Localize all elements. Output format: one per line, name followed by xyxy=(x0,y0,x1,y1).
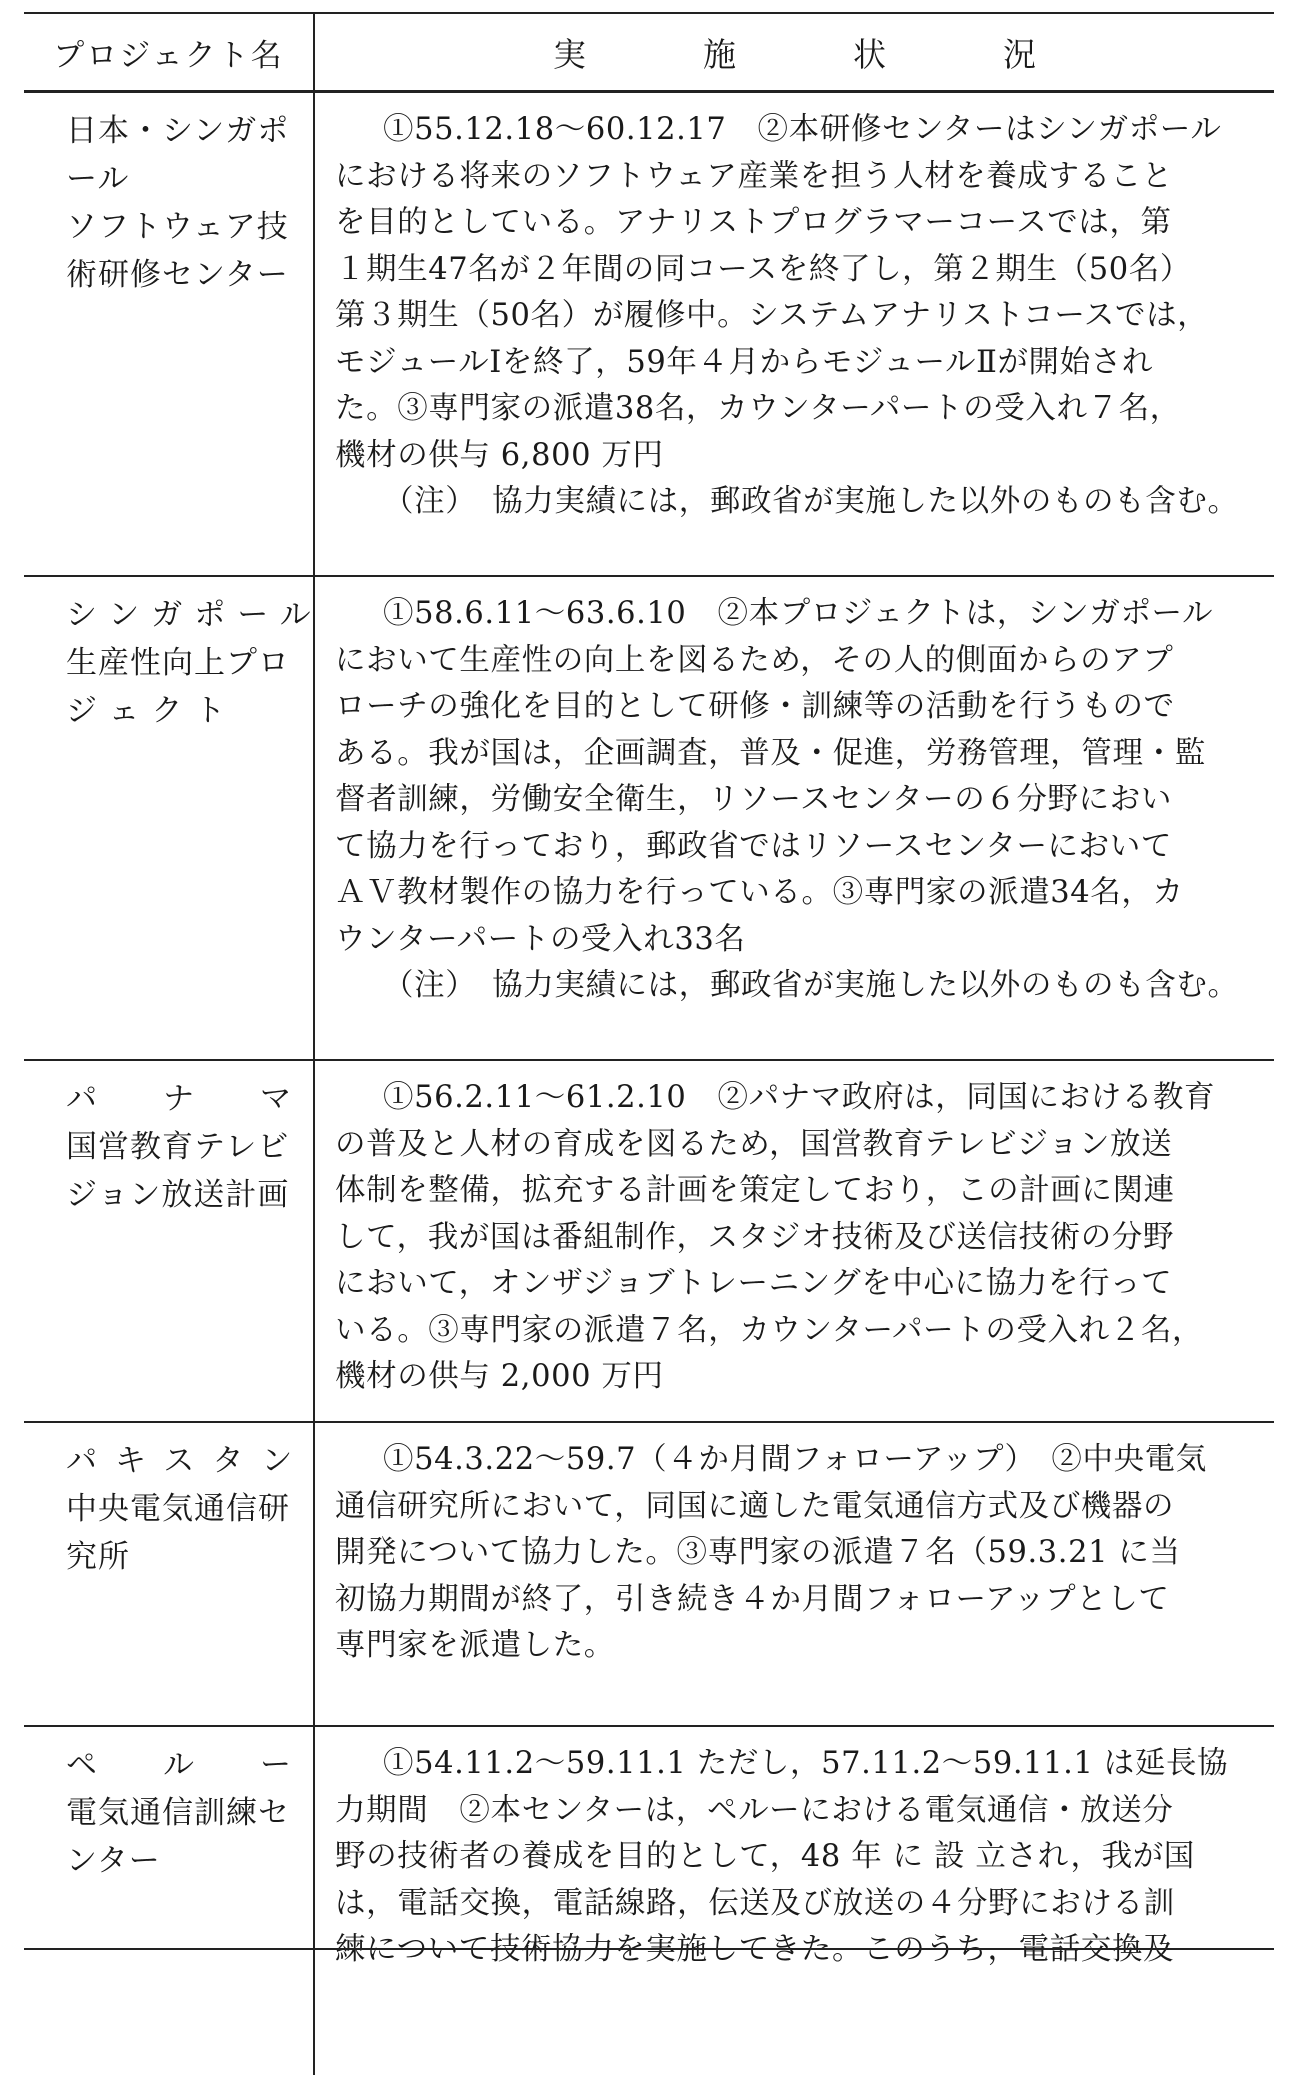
description-line: における将来のソフトウェア産業を担う人材を養成すること xyxy=(335,158,1173,194)
project-name-line: ンター xyxy=(66,1843,161,1879)
description-line: 体制を整備，拡充する計画を策定しており，この計画に関連 xyxy=(335,1173,1175,1208)
description-line: 練について技術協力を実施してきた。このうち，電話交換及 xyxy=(335,1932,1175,1967)
project-name-line: ソフトウェア技 xyxy=(66,209,289,245)
description-line: ウンターパートの受入れ33名 xyxy=(335,921,746,957)
project-name-line: 中央電気通信研 xyxy=(66,1491,290,1527)
project-name-line: 究所 xyxy=(66,1539,130,1575)
column-header-status-char: 実 xyxy=(553,34,586,74)
column-header-status-char: 状 xyxy=(853,34,886,74)
project-name-line: 生産性向上プロ xyxy=(66,645,290,681)
table-header-row xyxy=(24,13,1274,92)
table-bottom-rule xyxy=(24,1948,1274,1950)
description-line: 開発について協力した。③専門家の派遣７名（59.3.21 に当 xyxy=(335,1535,1181,1570)
description-line: 機材の供与 2,000 万円 xyxy=(335,1359,664,1394)
description-line: 督者訓練，労働安全衛生，リソースセンターの６分野におい xyxy=(335,782,1172,817)
project-name-cell xyxy=(24,1060,357,1422)
project-name-line: パナマ xyxy=(66,1081,357,1117)
description-line: た。③専門家の派遣38名，カウンターパートの受入れ７名， xyxy=(335,391,1181,426)
table-row xyxy=(24,1060,1274,1422)
description-line: において生産性の向上を図るため，その人的側面からのアプ xyxy=(335,642,1174,678)
project-name-line: 電気通信訓練セ xyxy=(66,1795,290,1831)
project-table xyxy=(24,12,1274,2075)
project-name-line: パキスタン xyxy=(66,1443,311,1479)
description-line: モジュールⅠを終了，59年４月からモジュールⅡが開始され xyxy=(335,344,1153,380)
description-line: 野の技術者の養成を目的として，48 年 に 設 立され，我が国 xyxy=(335,1839,1195,1874)
description-line: 機材の供与 6,800 万円 xyxy=(335,437,664,473)
table-row xyxy=(24,92,1274,577)
description-line: 力期間 ②本センターは，ペルーにおける電気通信・放送分 xyxy=(335,1792,1174,1828)
description-line: において，オンザジョブトレーニングを中心に協力を行って xyxy=(335,1266,1173,1301)
description-line: 専門家を派遣した。 xyxy=(335,1628,615,1663)
description-line: ①55.12.18〜60.12.17 ②本研修センターはシンガポール xyxy=(383,112,1222,147)
description-line: ①54.3.22〜59.7（４か月間フォローアップ） ②中央電気 xyxy=(383,1442,1207,1477)
description-line: いる。③専門家の派遣７名，カウンターパートの受入れ２名， xyxy=(335,1312,1204,1348)
note-line: （注） 協力実績には，郵政省が実施した以外のものも含む。 xyxy=(383,484,1239,519)
status-description-cell xyxy=(314,1060,1274,1422)
project-name-line: ペルー xyxy=(66,1747,357,1783)
column-header-status-char: 施 xyxy=(703,34,736,74)
status-description-cell xyxy=(314,1422,1274,1726)
project-name-line: シンガポール xyxy=(66,597,323,633)
description-line: 第３期生（50名）が履修中。システムアナリストコースでは， xyxy=(335,298,1209,333)
description-line: ローチの強化を目的として研修・訓練等の活動を行うもので xyxy=(335,689,1175,724)
project-name-line: ジョン放送計画 xyxy=(66,1177,290,1213)
project-name-line: 日本・シンガポ xyxy=(66,113,290,149)
status-description-cell xyxy=(314,1726,1274,2075)
status-description-cell xyxy=(314,576,1274,1060)
description-line: して，我が国は番組制作，スタジオ技術及び送信技術の分野 xyxy=(335,1219,1175,1255)
project-name-line: ジェクト xyxy=(66,693,238,729)
description-line: ①58.6.11〜63.6.10 ②本プロジェクトは，シンガポール xyxy=(383,596,1214,631)
table-row xyxy=(24,1726,1274,2075)
description-line: ①54.11.2〜59.11.1 ただし，57.11.2〜59.11.1 は延長協 xyxy=(383,1746,1229,1781)
note-line: （注） 協力実績には，郵政省が実施した以外のものも含む。 xyxy=(383,968,1239,1003)
column-header-status xyxy=(314,13,1274,92)
project-name-line: ール xyxy=(66,161,130,197)
project-name-cell xyxy=(24,92,314,577)
description-line: １期生47名が２年間の同コースを終了し，第２期生（50名） xyxy=(335,251,1191,287)
project-name-cell xyxy=(24,1726,357,2075)
description-line: 初協力期間が終了，引き続き４か月間フォローアップとして xyxy=(335,1581,1170,1617)
project-name-line: 国営教育テレビ xyxy=(66,1129,290,1165)
description-line: の普及と人材の育成を図るため，国営教育テレビジョン放送 xyxy=(335,1126,1173,1162)
description-line: ＡＶ教材製作の協力を行っている。③専門家の派遣34名，カ xyxy=(335,875,1184,910)
column-header-project-name: プロジェクト名 xyxy=(24,13,314,92)
description-line: を目的としている。アナリストプログラマーコースでは，第 xyxy=(335,205,1172,240)
column-header-status-char: 況 xyxy=(1003,34,1036,74)
description-line: は，電話交換，電話線路，伝送及び放送の４分野における訓 xyxy=(335,1885,1175,1921)
table-row xyxy=(24,576,1274,1060)
project-name-cell xyxy=(24,576,323,1060)
description-line: ①56.2.11〜61.2.10 ②パナマ政府は，同国における教育 xyxy=(383,1080,1216,1115)
description-line: て協力を行っており，郵政省ではリソースセンターにおいて xyxy=(335,828,1172,864)
description-line: 通信研究所において，同国に適した電気通信方式及び機器の xyxy=(335,1488,1175,1524)
project-name-cell xyxy=(24,1422,314,1726)
status-description-cell xyxy=(314,92,1274,577)
table-row xyxy=(24,1422,1274,1726)
description-line: ある。我が国は，企画調査，普及・促進，労務管理，管理・監 xyxy=(335,735,1206,771)
project-name-line: 術研修センター xyxy=(66,257,289,293)
